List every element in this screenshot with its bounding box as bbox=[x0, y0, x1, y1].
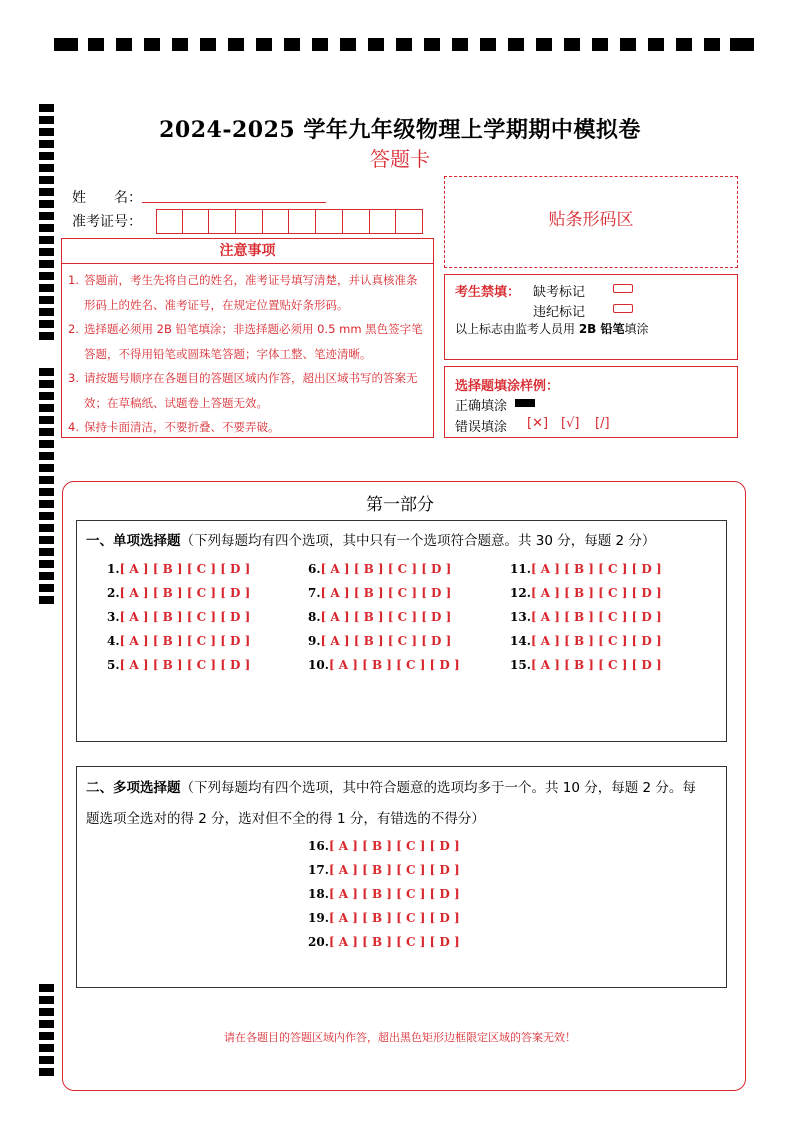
question-number: 11. bbox=[510, 562, 531, 576]
timing-mark bbox=[39, 1008, 54, 1016]
id-digit-box[interactable] bbox=[183, 209, 210, 234]
timing-mark bbox=[340, 38, 356, 51]
question-number: 8. bbox=[308, 610, 321, 624]
correct-fill-mark bbox=[515, 399, 535, 407]
question-number: 6. bbox=[308, 562, 321, 576]
notice-list bbox=[62, 264, 433, 440]
answer-row[interactable] bbox=[107, 634, 250, 648]
id-digit-box[interactable] bbox=[236, 209, 263, 234]
answer-options[interactable]: [ A ] [ B ] [ C ] [ D ] bbox=[320, 634, 452, 648]
answer-row[interactable] bbox=[308, 634, 451, 648]
answer-row[interactable] bbox=[107, 610, 250, 624]
page-subtitle: 答题卡 bbox=[370, 147, 430, 171]
question-number: 19. bbox=[308, 911, 329, 925]
question-number: 14. bbox=[510, 634, 531, 648]
id-number-boxes[interactable] bbox=[156, 209, 423, 234]
timing-mark bbox=[39, 200, 54, 208]
timing-mark bbox=[39, 332, 54, 340]
answer-row[interactable] bbox=[107, 586, 250, 600]
timing-mark bbox=[39, 440, 54, 448]
answer-row[interactable] bbox=[308, 562, 451, 576]
timing-mark bbox=[39, 1020, 54, 1028]
timing-mark bbox=[39, 260, 54, 268]
timing-mark bbox=[39, 536, 54, 544]
timing-mark bbox=[39, 572, 54, 580]
timing-mark bbox=[54, 38, 78, 51]
answer-options[interactable]: [ A ] [ B ] [ C ] [ D ] bbox=[530, 610, 662, 624]
answer-options[interactable]: [ A ] [ B ] [ C ] [ D ] bbox=[328, 658, 460, 672]
timing-mark bbox=[39, 380, 54, 388]
timing-mark bbox=[200, 38, 216, 51]
question-number: 3. bbox=[107, 610, 120, 624]
question-number: 13. bbox=[510, 610, 531, 624]
timing-mark bbox=[39, 296, 54, 304]
timing-mark bbox=[39, 176, 54, 184]
single-choice-section bbox=[76, 520, 727, 742]
notice-title: 注意事项 bbox=[62, 239, 433, 264]
timing-mark bbox=[39, 1068, 54, 1076]
answer-options[interactable]: [ A ] [ B ] [ C ] [ D ] bbox=[119, 634, 251, 648]
timing-mark bbox=[592, 38, 608, 51]
question-number: 16. bbox=[308, 839, 329, 853]
id-digit-box[interactable] bbox=[209, 209, 236, 234]
answer-options[interactable]: [ A ] [ B ] [ C ] [ D ] bbox=[530, 586, 662, 600]
answer-row[interactable] bbox=[308, 911, 460, 925]
answer-options[interactable]: [ A ] [ B ] [ C ] [ D ] bbox=[119, 610, 251, 624]
timing-mark bbox=[116, 38, 132, 51]
timing-mark bbox=[39, 212, 54, 220]
proctor-title: 考生禁填： bbox=[455, 285, 521, 300]
timing-mark bbox=[39, 464, 54, 472]
timing-mark bbox=[39, 452, 54, 460]
answer-options[interactable]: [ A ] [ B ] [ C ] [ D ] bbox=[530, 634, 662, 648]
answer-options[interactable]: [ A ] [ B ] [ C ] [ D ] bbox=[320, 610, 452, 624]
question-number: 2. bbox=[107, 586, 120, 600]
part-title: 第一部分 bbox=[366, 495, 434, 515]
timing-mark bbox=[228, 38, 244, 51]
answer-options[interactable]: [ A ] [ B ] [ C ] [ D ] bbox=[530, 658, 662, 672]
question-number: 9. bbox=[308, 634, 321, 648]
timing-mark bbox=[39, 476, 54, 484]
question-number: 7. bbox=[308, 586, 321, 600]
timing-mark bbox=[39, 188, 54, 196]
answer-options[interactable]: [ A ] [ B ] [ C ] [ D ] bbox=[320, 586, 452, 600]
timing-mark bbox=[39, 248, 54, 256]
timing-mark bbox=[144, 38, 160, 51]
section-heading: 一、单项选择题（下列每题均有四个选项，其中只有一个选项符合题意。共 30 分，每题 2 分） bbox=[86, 533, 656, 549]
violation-label: 违纪标记 bbox=[533, 305, 586, 320]
timing-mark bbox=[39, 560, 54, 568]
correct-fill-label: 正确填涂 bbox=[455, 399, 508, 414]
id-digit-box[interactable] bbox=[289, 209, 316, 234]
fill-sample-box bbox=[444, 366, 738, 438]
id-digit-box[interactable] bbox=[156, 209, 183, 234]
answer-options[interactable]: [ A ] [ B ] [ C ] [ D ] bbox=[328, 887, 460, 901]
answer-row[interactable] bbox=[308, 863, 460, 877]
top-timing-marks bbox=[54, 38, 754, 52]
answer-row[interactable] bbox=[308, 887, 460, 901]
notice-item: 3. 请按题号顺序在各题目的答题区域内作答，超出区域书写的答案无效；在草稿纸、试题卷上答题无效。 bbox=[68, 371, 418, 410]
timing-mark bbox=[39, 104, 54, 112]
notice-box bbox=[61, 238, 434, 438]
timing-mark bbox=[396, 38, 412, 51]
answer-options[interactable]: [ A ] [ B ] [ C ] [ D ] bbox=[328, 863, 460, 877]
question-number: 12. bbox=[510, 586, 531, 600]
footer-warning: 请在各题目的答题区域内作答，超出黑色矩形边框限定区域的答案无效！ bbox=[224, 1031, 576, 1044]
id-label: 准考证号： bbox=[72, 214, 142, 230]
answer-options[interactable]: [ A ] [ B ] [ C ] [ D ] bbox=[119, 562, 251, 576]
timing-mark bbox=[452, 38, 468, 51]
timing-mark bbox=[312, 38, 328, 51]
answer-options[interactable]: [ A ] [ B ] [ C ] [ D ] bbox=[328, 839, 460, 853]
question-number: 15. bbox=[510, 658, 531, 672]
proctor-note: 以上标志由监考人员用 2B 铅笔填涂 bbox=[455, 322, 649, 336]
wrong-fill-mark: [✕] bbox=[527, 416, 549, 431]
timing-mark bbox=[39, 548, 54, 556]
answer-row[interactable] bbox=[510, 562, 662, 576]
question-number: 18. bbox=[308, 887, 329, 901]
timing-mark bbox=[480, 38, 496, 51]
absent-label: 缺考标记 bbox=[533, 285, 586, 300]
timing-mark bbox=[368, 38, 384, 51]
timing-mark bbox=[39, 272, 54, 280]
barcode-area: 贴条形码区 bbox=[444, 176, 738, 268]
answer-row[interactable] bbox=[308, 586, 451, 600]
answer-row[interactable] bbox=[510, 634, 662, 648]
timing-mark bbox=[172, 38, 188, 51]
id-digit-box[interactable] bbox=[263, 209, 290, 234]
violation-mark-box[interactable] bbox=[613, 304, 633, 313]
timing-mark bbox=[730, 38, 754, 51]
answer-options[interactable]: [ A ] [ B ] [ C ] [ D ] bbox=[328, 911, 460, 925]
wrong-fill-label: 错误填涂 bbox=[455, 420, 508, 435]
wrong-fill-mark: [√] bbox=[561, 416, 580, 431]
timing-mark bbox=[39, 404, 54, 412]
answer-row[interactable] bbox=[510, 586, 662, 600]
timing-mark bbox=[39, 984, 54, 992]
answer-row[interactable] bbox=[510, 658, 662, 672]
question-number: 20. bbox=[308, 935, 329, 949]
timing-mark bbox=[39, 584, 54, 592]
question-number: 17. bbox=[308, 863, 329, 877]
section-heading: 二、多项选择题（下列每题均有四个选项，其中符合题意的选项均多于一个。共 10 分，每题 2 分。每 bbox=[86, 780, 696, 796]
timing-mark bbox=[648, 38, 664, 51]
sample-title: 选择题填涂样例： bbox=[455, 379, 560, 394]
answer-row[interactable] bbox=[308, 839, 460, 853]
answer-row[interactable] bbox=[308, 658, 460, 672]
answer-row[interactable] bbox=[107, 562, 250, 576]
answer-options[interactable]: [ A ] [ B ] [ C ] [ D ] bbox=[530, 562, 662, 576]
timing-mark bbox=[620, 38, 636, 51]
timing-mark bbox=[424, 38, 440, 51]
timing-mark bbox=[508, 38, 524, 51]
timing-mark bbox=[39, 524, 54, 532]
notice-item: 2. 选择题必须用 2B 铅笔填涂；非选择题必须用 0.5 mm 黑色签字笔答题，不得用铅笔或圆珠笔答题；字体工整、笔迹清晰。 bbox=[68, 322, 423, 361]
timing-mark bbox=[39, 392, 54, 400]
question-number: 1. bbox=[107, 562, 120, 576]
answer-row[interactable] bbox=[510, 610, 662, 624]
absent-mark-box[interactable] bbox=[613, 284, 633, 293]
answer-row[interactable] bbox=[308, 935, 460, 949]
timing-mark bbox=[39, 308, 54, 316]
id-digit-box[interactable] bbox=[343, 209, 370, 234]
answer-row[interactable] bbox=[308, 610, 451, 624]
timing-mark bbox=[39, 596, 54, 604]
timing-mark bbox=[39, 236, 54, 244]
timing-mark bbox=[39, 368, 54, 376]
question-number: 5. bbox=[107, 658, 120, 672]
timing-mark bbox=[88, 38, 104, 51]
timing-mark bbox=[256, 38, 272, 51]
question-number: 10. bbox=[308, 658, 329, 672]
answer-options[interactable]: [ A ] [ B ] [ C ] [ D ] bbox=[320, 562, 452, 576]
timing-mark bbox=[39, 1056, 54, 1064]
id-digit-box[interactable] bbox=[370, 209, 397, 234]
timing-mark bbox=[39, 1044, 54, 1052]
name-label: 姓 名： bbox=[72, 190, 142, 206]
timing-mark bbox=[39, 320, 54, 328]
timing-mark bbox=[39, 996, 54, 1004]
timing-mark bbox=[564, 38, 580, 51]
timing-mark bbox=[284, 38, 300, 51]
id-digit-box[interactable] bbox=[316, 209, 343, 234]
notice-item: 1. 答题前，考生先将自己的姓名，准考证号填写清楚，并认真核准条形码上的姓名、准考证号，在规定位置贴好条形码。 bbox=[68, 273, 418, 312]
wrong-fill-mark: [/] bbox=[595, 416, 610, 431]
multiple-choice-section bbox=[76, 766, 727, 988]
answer-row[interactable] bbox=[107, 658, 250, 672]
name-field[interactable] bbox=[142, 202, 326, 203]
page-title: 2024-2025 学年九年级物理上学期期中模拟卷 bbox=[159, 117, 641, 143]
question-number: 4. bbox=[107, 634, 120, 648]
timing-mark bbox=[704, 38, 720, 51]
proctor-only-box bbox=[444, 274, 738, 360]
timing-mark bbox=[39, 284, 54, 292]
answer-options[interactable]: [ A ] [ B ] [ C ] [ D ] bbox=[328, 935, 460, 949]
answer-options[interactable]: [ A ] [ B ] [ C ] [ D ] bbox=[119, 658, 251, 672]
notice-item: 4. 保持卡面清洁，不要折叠、不要弄破。 bbox=[68, 420, 280, 434]
answer-options[interactable]: [ A ] [ B ] [ C ] [ D ] bbox=[119, 586, 251, 600]
id-digit-box[interactable] bbox=[396, 209, 423, 234]
timing-mark bbox=[676, 38, 692, 51]
section-instruction-cont: 题选项全选对的得 2 分，选对但不全的得 1 分，有错选的不得分） bbox=[86, 811, 485, 827]
timing-mark bbox=[39, 428, 54, 436]
timing-mark bbox=[536, 38, 552, 51]
timing-mark bbox=[39, 416, 54, 424]
timing-mark bbox=[39, 224, 54, 232]
